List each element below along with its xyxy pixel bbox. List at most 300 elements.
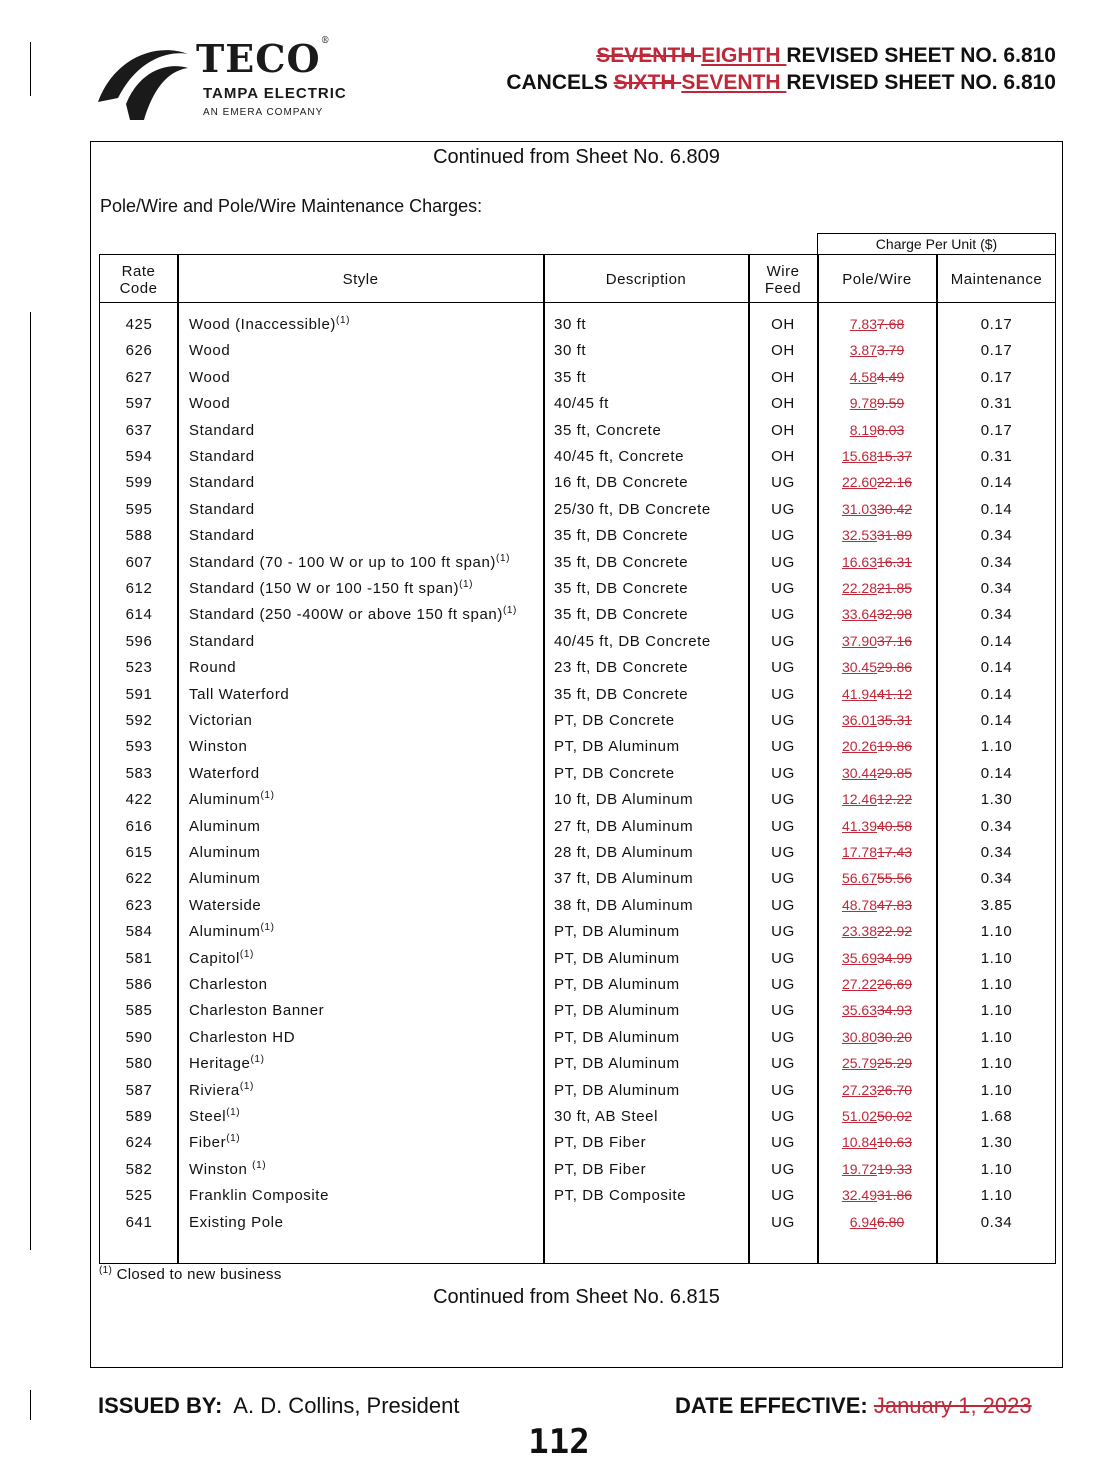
wire-feed-cell: UG (771, 1134, 795, 1152)
wire-feed-cell: UG (771, 949, 795, 967)
maintenance-charge: 0.34 (980, 870, 1013, 888)
style-cell: Aluminum$^{(1)}$ (189, 922, 275, 941)
pole-wire-charge (818, 527, 936, 543)
old-charge: 34.93 (877, 1002, 913, 1019)
old-charge: 6.80 (877, 1213, 905, 1230)
table-row (100, 946, 1057, 972)
table-row (100, 682, 1057, 708)
new-charge: 23.38 (841, 923, 877, 940)
rate-code: 615 (125, 844, 153, 861)
description-cell: 35 ft, DB Concrete (554, 580, 689, 597)
wire-feed-cell: UG (771, 870, 795, 888)
new-charge: 35.63 (841, 1002, 877, 1019)
pole-wire-charge (818, 342, 936, 358)
wire-feed-cell: UG (771, 500, 795, 518)
rate-code: 591 (125, 685, 153, 703)
wire-feed-cell: UG (771, 1108, 795, 1125)
description-cell: 38 ft, DB Aluminum (554, 896, 694, 914)
old-charge: 35.31 (877, 712, 913, 728)
rate-code: 599 (125, 474, 153, 492)
style-cell: Winston $^{(1)}$ (189, 1159, 267, 1178)
wire-feed-cell: UG (771, 474, 795, 492)
pole-wire-charge (818, 686, 936, 702)
table-row (100, 734, 1057, 760)
old-charge: 50.02 (877, 1108, 913, 1124)
old-charge: 7.68 (877, 316, 905, 332)
rate-code: 622 (125, 870, 153, 888)
style-cell: Standard (189, 527, 255, 545)
rate-code: 589 (125, 1108, 153, 1125)
wire-feed-cell: UG (771, 791, 795, 809)
new-charge: 22.60 (841, 474, 877, 491)
rate-code: 641 (125, 1213, 153, 1231)
header-maintenance: Maintenance (950, 271, 1043, 288)
table-row (100, 1183, 1057, 1209)
style-cell: Waterford (189, 764, 260, 782)
description-cell: PT, DB Concrete (554, 712, 675, 729)
table-row (100, 470, 1057, 496)
old-charge: 15.37 (877, 448, 913, 464)
logo-tagline: AN EMERA COMPANY (203, 107, 324, 118)
new-charge: 30.45 (841, 659, 877, 676)
description-cell: 28 ft, DB Aluminum (554, 844, 694, 861)
table-row (100, 497, 1057, 523)
description-cell: PT, DB Aluminum (554, 923, 680, 941)
revision-bar (30, 1390, 31, 1420)
pole-wire-charge (818, 422, 936, 438)
table-row (100, 312, 1057, 338)
new-charge: 10.84 (841, 1134, 877, 1151)
rate-code: 581 (125, 949, 153, 967)
new-charge: 41.39 (841, 817, 877, 834)
table-row (100, 972, 1057, 998)
description-cell: PT, DB Concrete (554, 764, 675, 782)
table-row (100, 866, 1057, 892)
rate-code: 627 (125, 368, 153, 386)
pole-wire-charge (818, 897, 936, 913)
table-row (100, 814, 1057, 840)
description-cell: 10 ft, DB Aluminum (554, 791, 694, 809)
style-cell: Standard (189, 448, 255, 465)
maintenance-charge: 1.10 (980, 1160, 1013, 1178)
pole-wire-charge (818, 369, 936, 385)
rate-code: 607 (125, 553, 153, 571)
old-charge: 40.58 (877, 817, 913, 834)
wire-feed-cell: UG (771, 738, 795, 756)
maintenance-charge: 0.31 (980, 448, 1013, 465)
new-charge: 27.22 (841, 976, 877, 992)
wire-feed-cell: UG (771, 1213, 795, 1231)
pole-wire-charge (818, 870, 936, 886)
description-cell: 35 ft, DB Concrete (554, 606, 689, 624)
style-cell: Standard (150 W or 100 -150 ft span)$^{(1)}$ (189, 579, 474, 597)
old-charge: 31.89 (877, 527, 913, 544)
sheet-number-text: REVISED SHEET NO. 6.810 (786, 44, 1056, 67)
maintenance-charge: 0.34 (980, 844, 1013, 861)
maintenance-charge: 0.34 (980, 817, 1013, 835)
old-charge: 19.86 (877, 738, 913, 755)
maintenance-charge: 0.14 (980, 474, 1013, 492)
new-charge: 30.80 (841, 1028, 877, 1045)
maintenance-charge: 1.10 (980, 1002, 1013, 1020)
table-row (100, 761, 1057, 787)
maintenance-charge: 1.10 (980, 923, 1013, 941)
maintenance-charge: 0.17 (980, 342, 1013, 360)
description-cell: PT, DB Fiber (554, 1134, 647, 1152)
pole-wire-charge (818, 1029, 936, 1045)
rate-code: 616 (125, 817, 153, 835)
maintenance-charge: 1.10 (980, 976, 1013, 993)
swoosh-icon (96, 40, 192, 125)
header-style: Style (342, 271, 379, 288)
maintenance-charge: 0.14 (980, 764, 1013, 782)
deleted-text: SIXTH (613, 71, 682, 94)
pole-wire-charge (818, 395, 936, 411)
pole-wire-charge (818, 1082, 936, 1098)
maintenance-charge: 0.14 (980, 659, 1013, 677)
old-charge: 16.31 (877, 553, 913, 570)
pole-wire-charge (818, 659, 936, 675)
style-cell: Riviera$^{(1)}$ (189, 1080, 254, 1099)
pole-wire-charge (818, 606, 936, 622)
new-charge: 25.79 (841, 1055, 877, 1072)
table-row (100, 655, 1057, 681)
style-cell: Aluminum$^{(1)}$ (189, 790, 275, 809)
charge-group-header: Charge Per Unit ($) (817, 233, 1056, 254)
wire-feed-cell: UG (771, 817, 795, 835)
new-charge: 36.01 (841, 712, 877, 728)
pole-wire-charge (818, 712, 936, 728)
new-charge: 51.02 (841, 1108, 877, 1124)
wire-feed-cell: OH (771, 368, 795, 386)
maintenance-charge: 0.34 (980, 580, 1013, 597)
pole-wire-charge (818, 976, 936, 992)
old-charge: 21.85 (877, 580, 913, 596)
wire-feed-cell: UG (771, 764, 795, 782)
pole-wire-charge (818, 791, 936, 807)
table-row (100, 840, 1057, 866)
old-charge: 22.16 (877, 474, 913, 491)
pole-wire-charge (818, 1108, 936, 1124)
maintenance-charge: 1.68 (980, 1108, 1013, 1125)
old-charge: 10.63 (877, 1134, 913, 1151)
old-charge: 26.69 (877, 976, 913, 992)
maintenance-charge: 1.30 (980, 1134, 1013, 1152)
wire-feed-cell: OH (771, 395, 795, 413)
style-cell: Charleston Banner (189, 1002, 325, 1020)
pole-wire-charge (818, 765, 936, 781)
rate-code: 597 (125, 395, 153, 413)
rate-code: 525 (125, 1187, 153, 1205)
wire-feed-cell: UG (771, 712, 795, 729)
wire-feed-cell: UG (771, 896, 795, 914)
pole-wire-charge (818, 474, 936, 490)
table-row (100, 550, 1057, 576)
pole-wire-charge (818, 580, 936, 596)
description-cell: 40/45 ft, DB Concrete (554, 632, 711, 650)
new-charge: 22.28 (841, 580, 877, 596)
rate-code: 596 (125, 632, 153, 650)
logo-wordmark: TECO® (196, 36, 331, 81)
old-charge: 41.12 (877, 685, 913, 702)
description-cell: 40/45 ft, Concrete (554, 448, 685, 465)
new-charge: 15.68 (841, 448, 877, 464)
new-charge: 27.23 (841, 1081, 877, 1098)
rate-code: 624 (125, 1134, 153, 1152)
maintenance-charge: 1.10 (980, 949, 1013, 967)
wire-feed-cell: UG (771, 976, 795, 993)
rate-code: 583 (125, 764, 153, 782)
new-charge: 19.72 (841, 1160, 877, 1177)
table-row (100, 418, 1057, 444)
description-cell: PT, DB Aluminum (554, 949, 680, 967)
cancels-prefix: CANCELS (506, 71, 614, 94)
wire-feed-cell: UG (771, 1081, 795, 1099)
style-cell: Standard (189, 500, 255, 518)
table-row (100, 576, 1057, 602)
description-cell: PT, DB Aluminum (554, 976, 680, 993)
inserted-text: SEVENTH (681, 71, 787, 94)
description-cell: PT, DB Aluminum (554, 1002, 680, 1020)
description-cell: 23 ft, DB Concrete (554, 659, 689, 677)
rate-code: 590 (125, 1028, 153, 1046)
table-row (100, 444, 1057, 470)
table-row (100, 629, 1057, 655)
wire-feed-cell: UG (771, 606, 795, 624)
deleted-date: January 1, 2023 (873, 1393, 1032, 1418)
table-row (100, 1025, 1057, 1051)
pole-wire-charge (818, 448, 936, 464)
description-cell: 35 ft (554, 368, 587, 386)
style-cell: Victorian (189, 712, 253, 729)
rate-code: 626 (125, 342, 153, 360)
table-row (100, 602, 1057, 628)
maintenance-charge: 0.14 (980, 500, 1013, 518)
wire-feed-cell: OH (771, 316, 795, 333)
style-cell: Waterside (189, 896, 262, 914)
table-row (100, 893, 1057, 919)
table-row (100, 787, 1057, 813)
style-cell: Standard (189, 421, 255, 439)
old-charge: 3.79 (877, 342, 905, 359)
table-row (100, 1210, 1057, 1236)
new-charge: 4.58 (849, 368, 877, 385)
table-header (99, 254, 1056, 303)
wire-feed-cell: UG (771, 685, 795, 703)
new-charge: 12.46 (841, 791, 877, 808)
wire-feed-cell: UG (771, 1187, 795, 1205)
description-cell: 35 ft, Concrete (554, 421, 662, 439)
rate-code: 587 (125, 1081, 153, 1099)
style-cell: Winston (189, 738, 248, 756)
style-cell: Charleston (189, 976, 268, 993)
header-wire-feed: Wire Feed (764, 262, 802, 297)
style-cell: Aluminum (189, 870, 261, 888)
old-charge: 29.85 (877, 764, 913, 781)
description-cell: PT, DB Aluminum (554, 1081, 680, 1099)
old-charge: 30.42 (877, 500, 913, 517)
old-charge: 25.29 (877, 1055, 913, 1072)
pole-wire-charge (818, 923, 936, 939)
rate-code: 594 (125, 448, 153, 465)
description-cell: 35 ft, DB Concrete (554, 527, 689, 545)
description-cell: PT, DB Aluminum (554, 738, 680, 756)
logo-subtitle: TAMPA ELECTRIC (203, 85, 347, 102)
page-number: 112 (528, 1422, 590, 1462)
new-charge: 3.87 (849, 342, 877, 359)
new-charge: 32.49 (841, 1187, 877, 1204)
old-charge: 22.92 (877, 923, 913, 940)
maintenance-charge: 0.31 (980, 395, 1013, 413)
wire-feed-cell: UG (771, 659, 795, 677)
pole-wire-charge (818, 1134, 936, 1150)
inserted-text: EIGHTH (701, 44, 787, 67)
style-cell: Capitol$^{(1)}$ (189, 948, 254, 967)
description-cell: PT, DB Aluminum (554, 1055, 680, 1073)
pole-wire-charge (818, 844, 936, 860)
new-charge: 35.69 (841, 949, 877, 966)
table-row (100, 1051, 1057, 1077)
header-pole-wire: Pole/Wire (842, 271, 912, 288)
new-charge: 32.53 (841, 527, 877, 544)
style-cell: Tall Waterford (189, 685, 290, 703)
wire-feed-cell: UG (771, 527, 795, 545)
issued-by: ISSUED BY: A. D. Collins, President (98, 1393, 460, 1418)
revision-bar (30, 42, 31, 96)
wire-feed-cell: UG (771, 580, 795, 597)
description-cell: PT, DB Composite (554, 1187, 687, 1205)
new-charge: 9.78 (849, 395, 877, 412)
rate-code: 637 (125, 421, 153, 439)
maintenance-charge: 0.34 (980, 553, 1013, 571)
deleted-text: SEVENTH (596, 44, 702, 67)
rate-code: 580 (125, 1055, 153, 1073)
pole-wire-charge (818, 1002, 936, 1018)
maintenance-charge: 0.14 (980, 632, 1013, 650)
rate-code: 425 (125, 316, 153, 333)
rate-code: 586 (125, 976, 153, 993)
pole-wire-charge (818, 818, 936, 834)
footnote: $^{(1)}$ Closed to new business (99, 1265, 282, 1283)
description-cell: 35 ft, DB Concrete (554, 685, 689, 703)
revision-bar (30, 312, 31, 1250)
old-charge: 30.20 (877, 1028, 913, 1045)
cancels-line (506, 71, 1056, 95)
new-charge: 6.94 (849, 1213, 877, 1230)
date-effective: DATE EFFECTIVE: January 1, 2023 (675, 1393, 1032, 1418)
maintenance-charge: 1.10 (980, 1055, 1013, 1073)
style-cell: Steel$^{(1)}$ (189, 1107, 241, 1125)
old-charge: 29.86 (877, 659, 913, 676)
rate-code: 593 (125, 738, 153, 756)
description-cell: 37 ft, DB Aluminum (554, 870, 694, 888)
header-rate-code: Rate Code (119, 262, 158, 297)
maintenance-charge: 1.30 (980, 791, 1013, 809)
old-charge: 34.99 (877, 949, 913, 966)
style-cell: Fiber$^{(1)}$ (189, 1133, 241, 1152)
maintenance-charge: 1.10 (980, 1187, 1013, 1205)
description-cell: 16 ft, DB Concrete (554, 474, 689, 492)
description-cell: 27 ft, DB Aluminum (554, 817, 694, 835)
old-charge: 8.03 (877, 421, 905, 438)
wire-feed-cell: OH (771, 421, 795, 439)
style-cell: Standard (189, 632, 255, 650)
style-cell: Wood (189, 395, 231, 413)
table-row (100, 391, 1057, 417)
old-charge: 17.43 (877, 844, 913, 860)
new-charge: 7.83 (849, 316, 877, 332)
teco-logo (96, 36, 406, 125)
maintenance-charge: 1.10 (980, 1081, 1013, 1099)
style-cell: Standard (70 - 100 W or up to 100 ft span)$^{(1)}$ (189, 552, 511, 571)
description-cell: 40/45 ft (554, 395, 609, 413)
wire-feed-cell: UG (771, 632, 795, 650)
new-charge: 16.63 (841, 553, 877, 570)
pole-wire-charge (818, 738, 936, 754)
table-row (100, 1078, 1057, 1104)
new-charge: 33.64 (841, 606, 877, 623)
maintenance-charge: 0.34 (980, 527, 1013, 545)
table-row (100, 998, 1057, 1024)
pole-wire-charge (818, 1161, 936, 1177)
style-cell: Standard (189, 474, 255, 492)
style-cell: Existing Pole (189, 1213, 284, 1231)
old-charge: 55.56 (877, 870, 913, 887)
wire-feed-cell: UG (771, 923, 795, 941)
style-cell: Charleston HD (189, 1028, 296, 1046)
rate-code: 523 (125, 659, 153, 677)
rate-table-body (99, 303, 1056, 1264)
new-charge: 41.94 (841, 685, 877, 702)
description-cell: PT, DB Aluminum (554, 1028, 680, 1046)
rate-code: 623 (125, 896, 153, 914)
new-charge: 37.90 (841, 632, 877, 649)
new-charge: 48.78 (841, 896, 877, 913)
rate-code: 588 (125, 527, 153, 545)
rate-code: 614 (125, 606, 153, 624)
rate-code: 584 (125, 923, 153, 941)
wire-feed-cell: UG (771, 1002, 795, 1020)
wire-feed-cell: UG (771, 1055, 795, 1073)
new-charge: 56.67 (841, 870, 877, 887)
new-charge: 17.78 (841, 844, 877, 860)
old-charge: 32.98 (877, 606, 913, 623)
table-row (100, 1130, 1057, 1156)
table-row (100, 708, 1057, 734)
new-charge: 20.26 (841, 738, 877, 755)
table-row (100, 338, 1057, 364)
maintenance-charge: 3.85 (980, 896, 1013, 914)
description-cell: 35 ft, DB Concrete (554, 553, 689, 571)
maintenance-charge: 1.10 (980, 1028, 1013, 1046)
old-charge: 26.70 (877, 1081, 913, 1098)
pole-wire-charge (818, 1055, 936, 1071)
maintenance-charge: 0.17 (980, 316, 1013, 333)
wire-feed-cell: UG (771, 1028, 795, 1046)
old-charge: 47.83 (877, 896, 913, 913)
pole-wire-charge (818, 501, 936, 517)
maintenance-charge: 1.10 (980, 738, 1013, 756)
maintenance-charge: 0.17 (980, 368, 1013, 386)
old-charge: 31.86 (877, 1187, 913, 1204)
pole-wire-charge (818, 316, 936, 332)
maintenance-charge: 0.34 (980, 606, 1013, 624)
continued-to: Continued from Sheet No. 6.815 (433, 1286, 720, 1308)
rate-code: 585 (125, 1002, 153, 1020)
maintenance-charge: 0.14 (980, 712, 1013, 729)
style-cell: Wood (Inaccessible)$^{(1)}$ (189, 315, 351, 333)
old-charge: 19.33 (877, 1160, 913, 1177)
